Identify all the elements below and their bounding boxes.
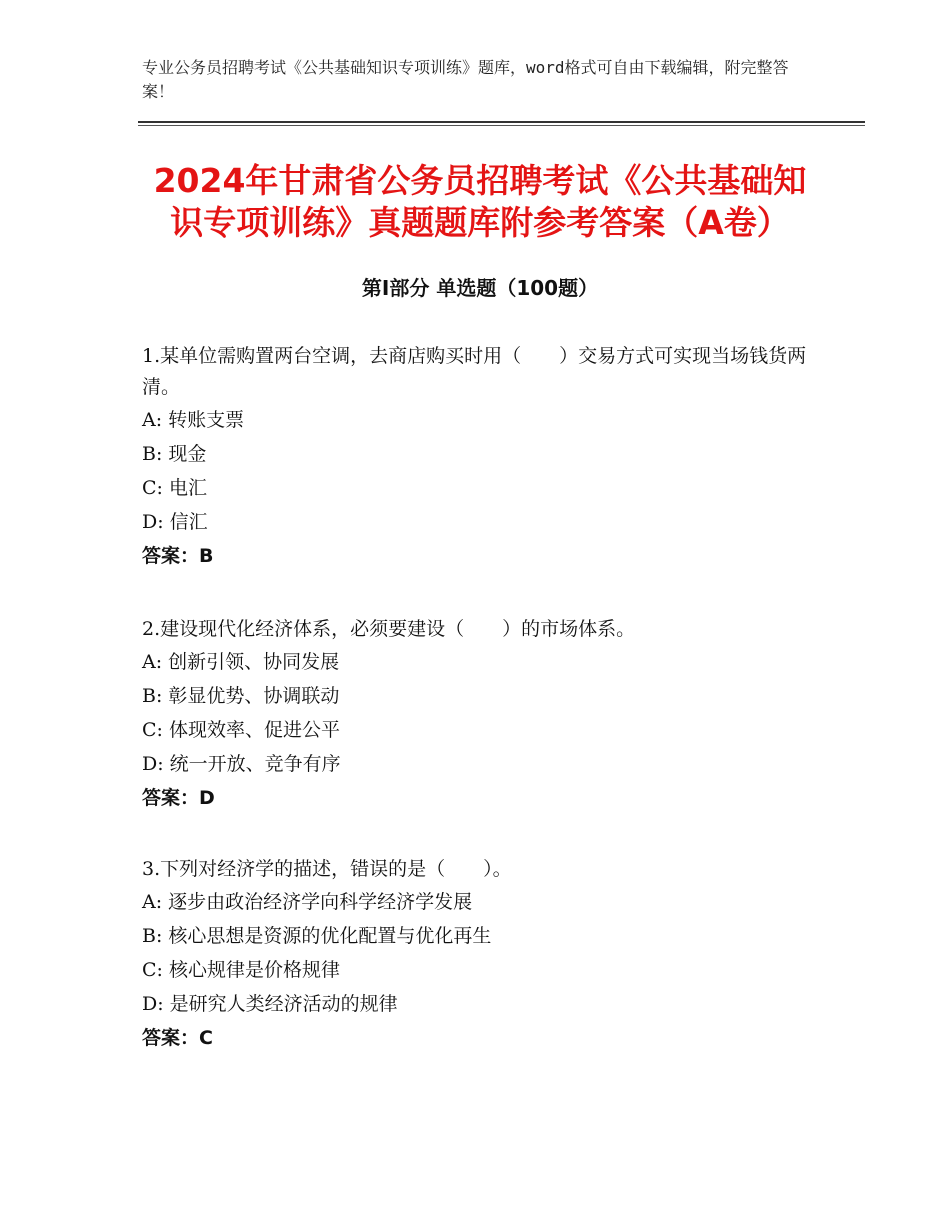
option-a: A: 转账支票: [142, 409, 245, 431]
answer: 答案：C: [142, 1027, 213, 1049]
option-b: B: 彰显优势、协调联动: [142, 685, 340, 707]
option-b: B: 现金: [142, 443, 207, 465]
option-a: A: 创新引领、协同发展: [142, 651, 340, 673]
option-d: D: 统一开放、竞争有序: [142, 753, 341, 775]
header-divider-thin: [138, 125, 865, 126]
option-c: C: 电汇: [142, 477, 207, 499]
option-d: D: 是研究人类经济活动的规律: [142, 993, 398, 1015]
section-title: 第Ⅰ部分 单选题（100题）: [361, 276, 599, 300]
option-b: B: 核心思想是资源的优化配置与优化再生: [142, 925, 492, 947]
answer: 答案：B: [142, 545, 214, 567]
answer: 答案：D: [142, 787, 215, 809]
question-2: [142, 614, 822, 815]
question-stem: 3.下列对经济学的描述，错误的是（ ）。: [142, 858, 512, 880]
option-c: C: 核心规律是价格规律: [142, 959, 340, 981]
question-stem: 1.某单位需购置两台空调，去商店购买时用（ ）交易方式可实现当场钱货两清。: [142, 345, 807, 398]
header-divider-thick: [138, 121, 865, 123]
question-3: [142, 854, 822, 1055]
question-stem: 2.建设现代化经济体系，必须要建设（ ）的市场体系。: [142, 618, 636, 640]
question-1: [142, 341, 822, 573]
document-title: 2024年甘肃省公务员招聘考试《公共基础知识专项训练》真题题库附参考答案（A卷）: [153, 161, 807, 242]
header-note: 专业公务员招聘考试《公共基础知识专项训练》题库，word格式可自由下载编辑，附完整答案！: [142, 58, 789, 101]
option-c: C: 体现效率、促进公平: [142, 719, 340, 741]
option-a: A: 逐步由政治经济学向科学经济学发展: [142, 891, 473, 913]
option-d: D: 信汇: [142, 511, 208, 533]
